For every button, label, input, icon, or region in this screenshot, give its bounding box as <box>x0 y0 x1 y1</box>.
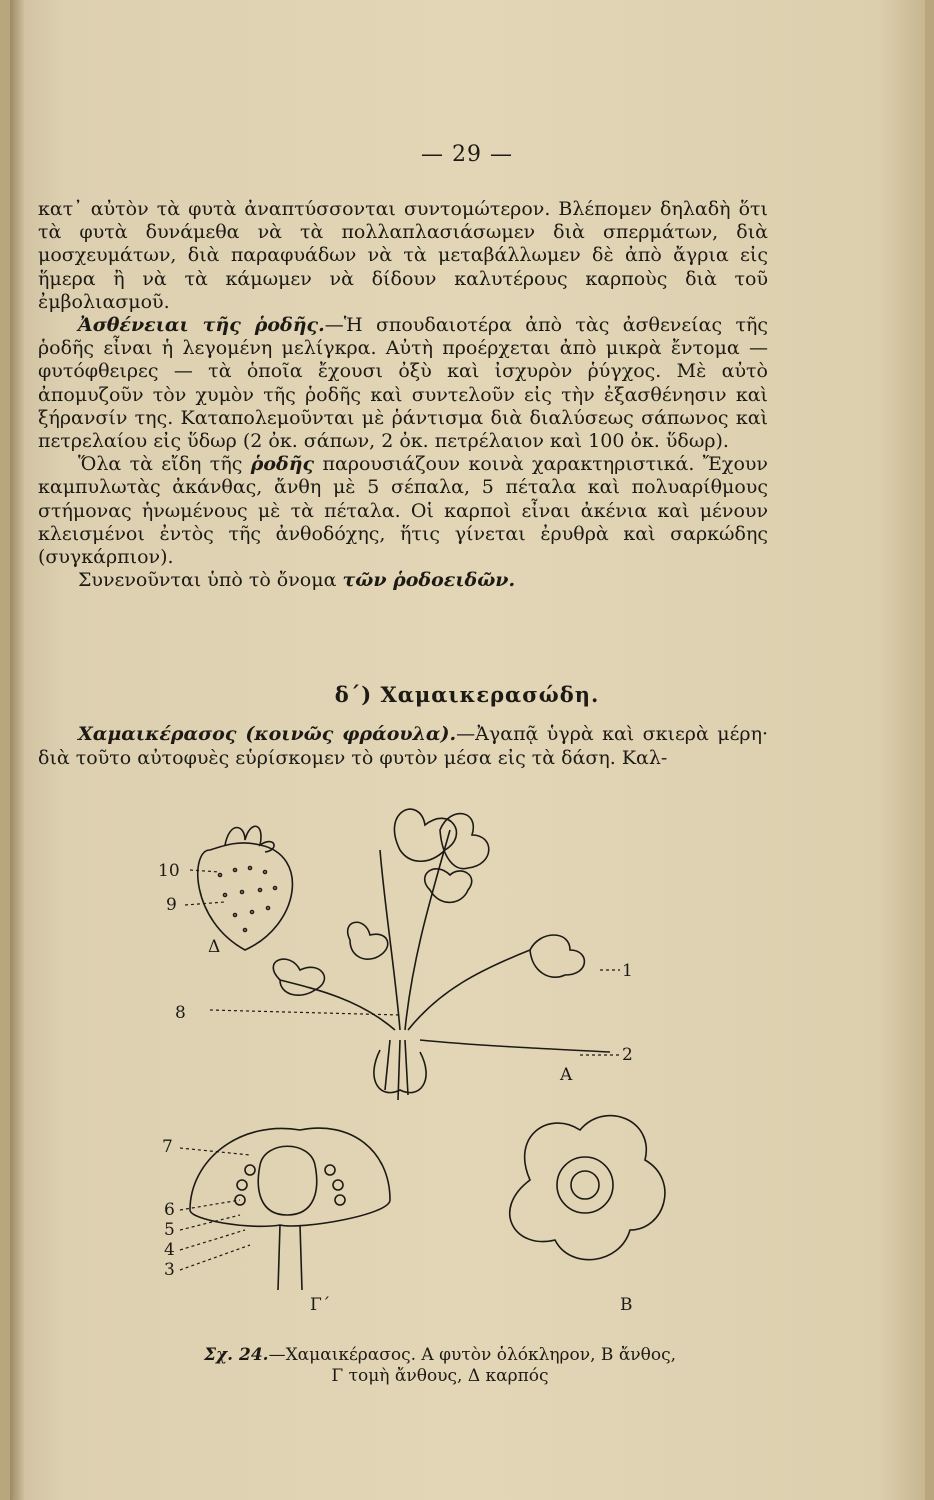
caption-label: Σχ. 24. <box>203 1345 269 1365</box>
flower-illustration <box>510 1116 665 1260</box>
label-delta: Δ <box>208 937 221 957</box>
strawberry-fruit-illustration <box>198 826 293 950</box>
label-6: 6 <box>164 1200 175 1220</box>
label-gamma: Γ΄ <box>310 1295 331 1315</box>
figure-caption <box>150 1345 730 1387</box>
strawberry-text: —Ἀγαπᾷ ὑγρὰ καὶ σκιερὰ μέρη· διὰ τοῦτο αὐτοφυὲς εὑρίσκομεν τὸ φυτὸν μέσα εἰς τὰ δάση. Καλ- <box>38 723 769 769</box>
section-heading: δ΄) Χαμαικερασώδη. <box>334 682 600 707</box>
label-5: 5 <box>164 1220 175 1240</box>
label-2: 2 <box>622 1045 633 1065</box>
body-text-upper <box>38 198 768 592</box>
paragraph-rose-features <box>38 453 768 569</box>
label-8: 8 <box>175 1003 186 1023</box>
page-fold-shadow <box>10 0 24 1500</box>
paragraph-rosaceae <box>38 569 768 592</box>
term-rose-diseases: Ἀσθένειαι τῆς ῥοδῆς. <box>78 314 325 337</box>
term-rose: ῥοδῆς <box>250 453 315 476</box>
label-alpha: Α <box>560 1065 573 1085</box>
caption-text-1: —Χαμαικέρασος. Α φυτὸν ὁλόκληρον, Β ἄνθος, <box>268 1345 677 1365</box>
label-3: 3 <box>164 1260 175 1280</box>
strawberry-plant-illustration <box>273 809 610 1100</box>
label-7: 7 <box>162 1137 173 1157</box>
strawberry-figure <box>150 790 710 1340</box>
label-9: 9 <box>166 895 177 915</box>
label-4: 4 <box>164 1240 175 1260</box>
paragraph-propagation: κατ᾽ αὐτὸν τὰ φυτὰ ἀναπτύσσονται συντομώτερον. Βλέπομεν δηλαδὴ ὅτι τὰ φυτὰ δυνάμεθα νὰ τὰ πολλαπλασιάσωμεν διὰ σπερμάτων, διὰ μοσχευμάτων, διὰ παραφυάδων νὰ τὰ μεταβάλλωμεν δὲ ἀπὸ ἄγρια εἰς ἥμερα ἢ νὰ τὰ κάμωμεν νὰ δίδουν καλυτέρους καρποὺς διὰ τοῦ ἐμβολιασμοῦ. <box>38 198 768 313</box>
rosaceae-intro: Συνενοῦνται ὑπὸ τὸ ὄνομα <box>78 569 343 592</box>
paragraph-strawberry <box>38 723 768 770</box>
rose-diseases-text: —Ἡ σπουδαιοτέρα ἀπὸ τὰς ἀσθενείας τῆς ῥοδῆς εἶναι ἡ λεγομένη μελίγκρα. Αὐτὴ προέρχεται ἀπὸ μικρὰ ἔντομα — φυτόφθειρες — τὰ ὁποῖα ἔχουσι ὀξὺ καὶ ἰσχυρὸν ῥύγχος. Μὲ αὐτὸ ἀπομυζοῦν τὸν χυμὸν τῆς ῥοδῆς καὶ συντελοῦν εἰς τὴν ἐξασθένησιν καὶ ξήρανσίν της. Καταπολεμοῦνται μὲ ῥάντισμα διὰ διαλύσεως σάπωνος καὶ πετρελαίου εἰς ὕδωρ (2 ὀκ. σάπων, 2 ὀκ. πετρέλαιον καὶ 100 ὀκ. ὕδωρ). <box>38 314 769 453</box>
rose-features-intro: Ὅλα τὰ εἴδη τῆς <box>78 453 251 476</box>
caption-line-2: Γ τομὴ ἄνθους, Δ καρπός <box>331 1366 549 1386</box>
term-rosaceae: τῶν ῥοδοειδῶν. <box>342 569 516 592</box>
flower-section-illustration <box>190 1128 390 1290</box>
page-number: — 29 — <box>421 142 513 167</box>
body-text-lower <box>38 723 768 770</box>
label-beta: Β <box>620 1295 633 1315</box>
label-1: 1 <box>622 961 633 981</box>
paragraph-rose-diseases <box>38 314 768 453</box>
caption-line-1 <box>150 1345 730 1366</box>
term-strawberry: Χαμαικέρασος (κοινῶς φράουλα). <box>78 723 457 745</box>
label-10: 10 <box>158 861 180 881</box>
rose-features-text: παρουσιάζουν κοινὰ χαρακτηριστικά. Ἔχουν καμπυλωτὰς ἀκάνθας, ἄνθη μὲ 5 σέπαλα, 5 πέταλα καὶ πολυαρίθμους στήμονας ἡνωμένους μὲ τὰ πέταλα. Οἱ καρποὶ εἶναι ἀκένια καὶ μένουν κλεισμένοι ἐντὸς τῆς ἀνθοδόχης, ἥτις γίνεται ἐρυθρὰ καὶ σαρκώδης (συγκάρπιον). <box>38 453 768 569</box>
